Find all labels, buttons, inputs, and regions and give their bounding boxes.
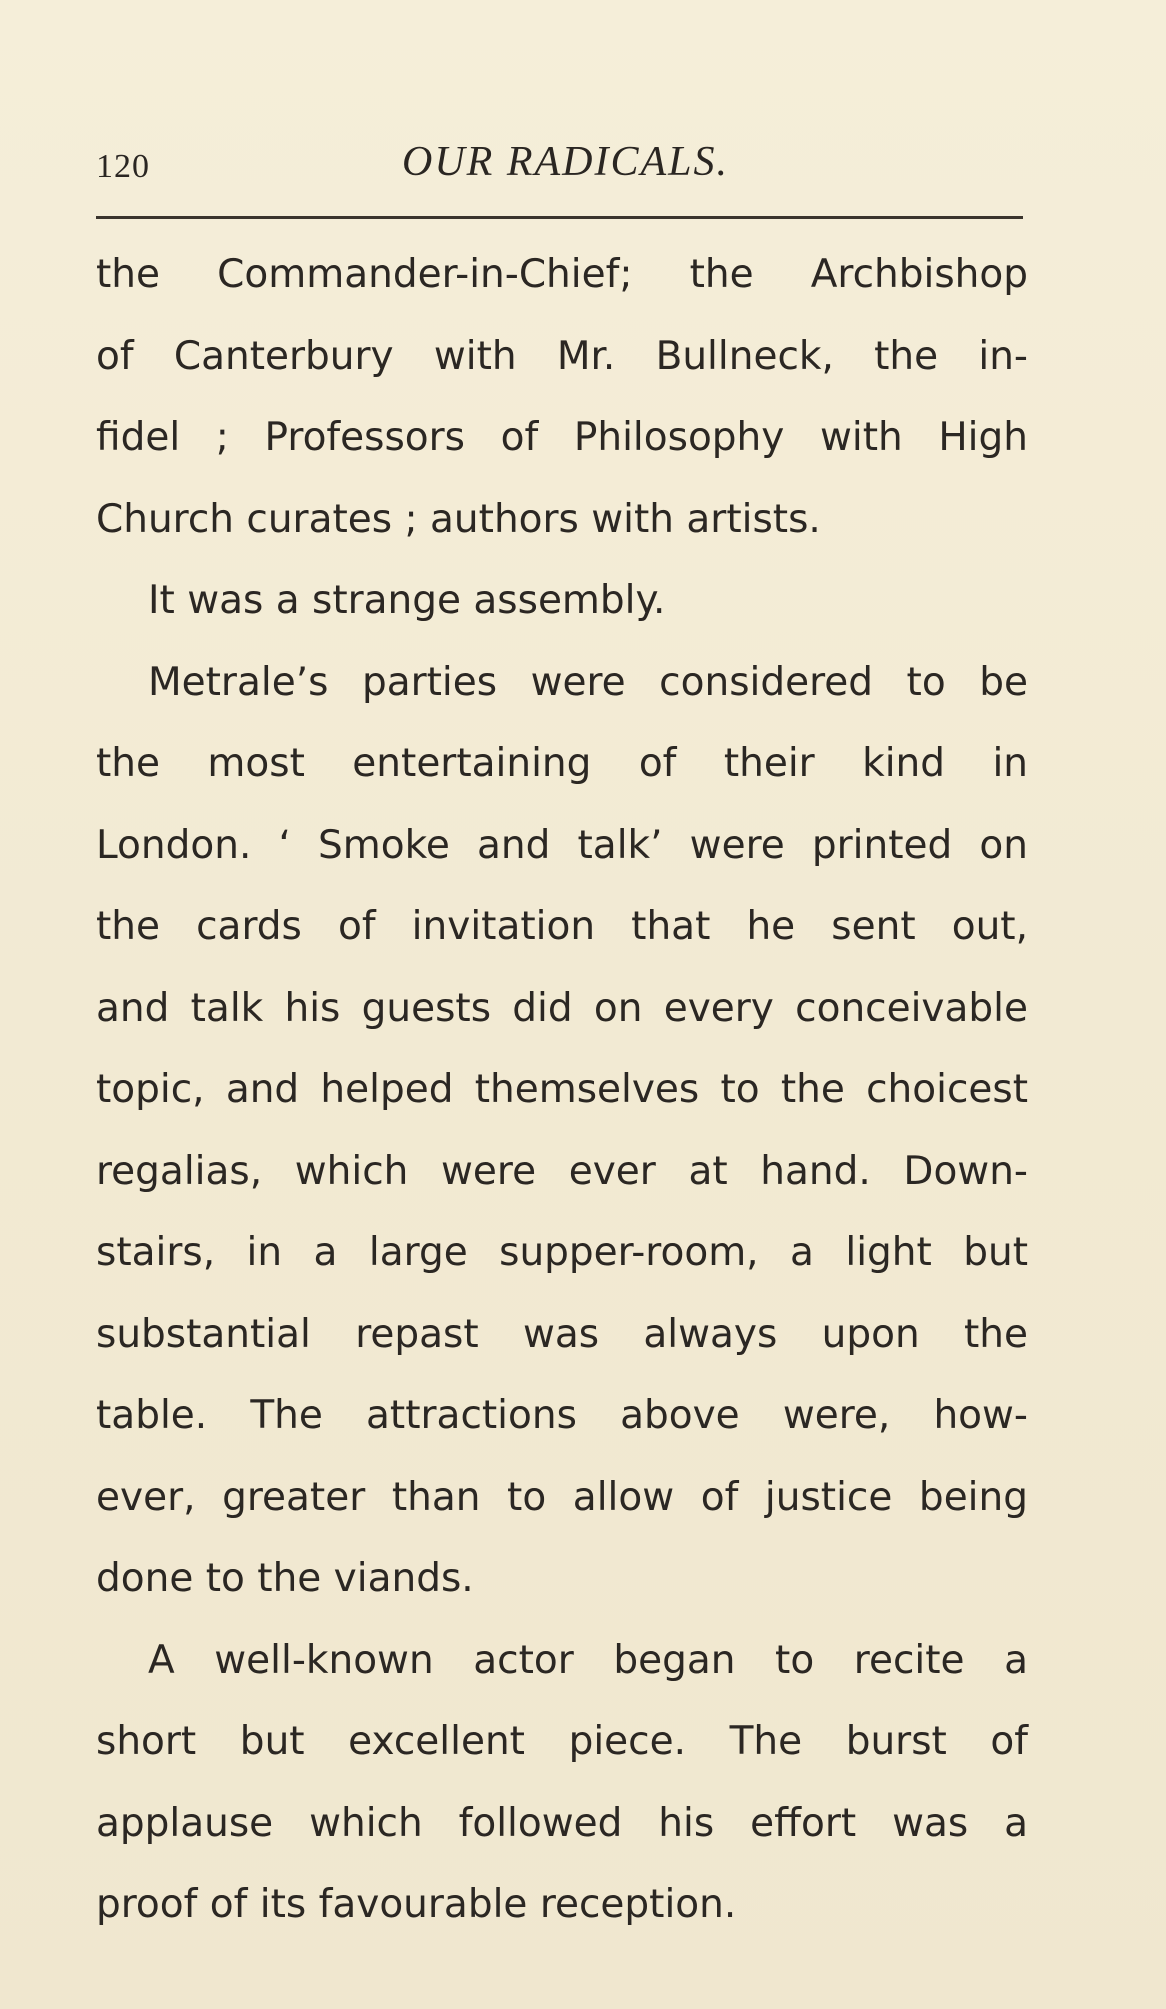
header-rule [96, 216, 1023, 219]
text-line: and talk his guests did on every conceivable [96, 985, 1028, 1031]
text-line: Metrale’s parties were considered to be [148, 659, 1028, 705]
text-line: London. ‘ Smoke and talk’ were printed on [96, 822, 1028, 868]
text-line: the Commander-in-Chief; the Archbishop [96, 252, 1028, 297]
text-line: stairs, in a large supper-room, a light but [96, 1230, 1028, 1275]
text-line: the cards of invitation that he sent out, [96, 904, 1028, 949]
text-line: the most entertaining of their kind in [96, 741, 1028, 786]
text-line: regalias, which were ever at hand. Down- [96, 1148, 1028, 1194]
text-line: substantial repast was always upon the [96, 1311, 1028, 1357]
text-line: It was a strange assembly. [148, 578, 666, 623]
running-title: OUR RADICALS. [402, 139, 729, 185]
text-line: Church curates ; authors with artists. [96, 496, 821, 542]
text-line: topic, and helped themselves to the choicest [96, 1067, 1028, 1112]
text-line: table. The attractions above were, how- [96, 1393, 1028, 1438]
text-line: ever, greater than to allow of justice being [96, 1474, 1028, 1520]
text-line: proof of its favourable reception. [96, 1882, 737, 1927]
text-line: A well-known actor began to recite a [148, 1637, 1028, 1683]
page-header [96, 138, 1020, 198]
text-line: of Canterbury with Mr. Bullneck, the in- [96, 333, 1028, 379]
text-line: done to the viands. [96, 1556, 474, 1601]
body-text [96, 234, 1028, 1946]
page-number: 120 [96, 148, 150, 185]
text-line: applause which followed his effort was a [96, 1800, 1028, 1846]
text-line: fidel ; Professors of Philosophy with High [96, 415, 1028, 460]
text-line: short but excellent piece. The burst of [96, 1719, 1028, 1764]
